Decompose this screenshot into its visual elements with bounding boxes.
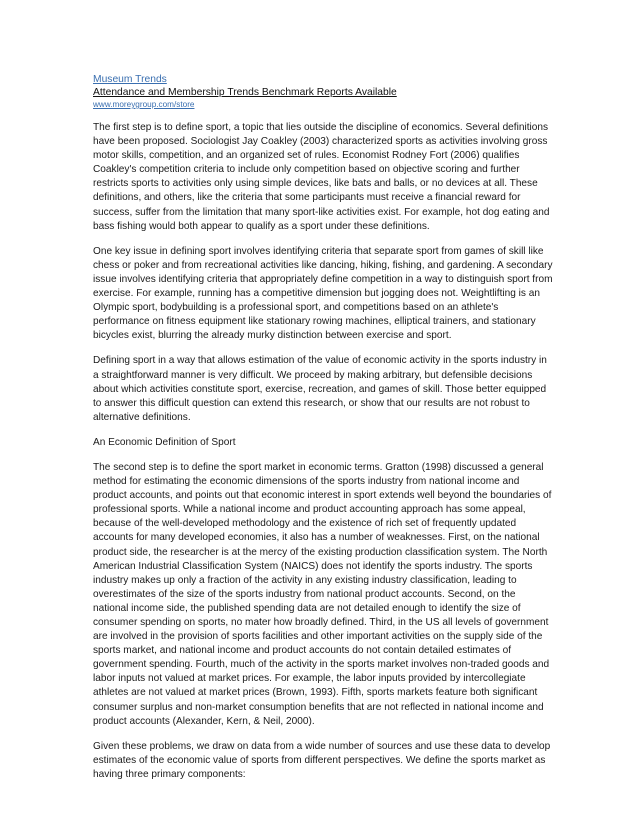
paragraph-5: Given these problems, we draw on data from a wide number of sources and use these data to develop estimates of the economic value of sports from different perspectives. We define the sports market as having three primary components:: [93, 740, 551, 780]
header-subtitle-link[interactable]: Attendance and Membership Trends Benchmark Reports Available: [93, 87, 397, 98]
document-page: [93, 73, 553, 793]
museum-trends-link[interactable]: Museum Trends: [93, 74, 167, 85]
document-header: [93, 73, 553, 110]
store-url-link[interactable]: www.moreygroup.com/store: [93, 100, 195, 109]
paragraph-2: One key issue in defining sport involves identifying criteria that separate sport from games of skill like chess or poker and from recreational activities like dancing, hiking, fishing, and gardening. A secondary issue involves identifying criteria that appropriately define competition in a way to distinguish sport from exercise. For example, running has a competitive dimension but jogging does not. Weightlifting is an Olympic sport, bodybuilding is a professional sport, and competitions based on an athlete's performance on fitness equipment like stationary rowing machines, elliptical trainers, and stationary bicycles exist, blurring the already murky distinction between exercise and sport.: [93, 245, 553, 342]
paragraph-3: Defining sport in a way that allows estimation of the value of economic activity in the sports industry in a straightforward manner is very difficult. We proceed by making arbitrary, but defensible decisions about which activities constitute sport, exercise, recreation, and games of skill. Those better equipped to answer this difficult question can extend this research, or show that our results are not robust to alternative definitions.: [93, 355, 547, 423]
section-heading: An Economic Definition of Sport: [93, 436, 236, 448]
paragraph-1: The first step is to define sport, a topic that lies outside the discipline of economics. Several definitions have been proposed. Sociologist Jay Coakley (2003) characterized sports as activities involving gross motor skills, competition, and an organized set of rules. Economist Rodney Fort (2006) qualifies Coakley's competition criteria to include only competition based on objective scoring and further restricts sports to activities only using simple devices, like bats and balls, or no devices at all. These definitions, and others, like the criteria that some participants must receive a financial reward for success, suffer from the limitation that many sport-like activities exist. For example, hot dog eating and bass fishing would both appear to qualify as a sport under these definitions.: [93, 122, 550, 232]
paragraph-4: The second step is to define the sport market in economic terms. Gratton (1998) discussed a general method for estimating the economic dimensions of the sports industry from national income and product accounts, and points out that economic interest in sport extends well beyond the boundaries of professional sports. While a national income and product accounting approach has some appeal, because of the well-developed methodology and the existence of rich set of frequently updated accounts for many developed economies, it also has a number of weaknesses. First, on the national product side, the researcher is at the mercy of the existing production classification system. The North American Industrial Classification System (NAICS) does not identify the sports industry. The sports industry makes up only a fraction of the activity in any existing industry classification, leading to overestimates of the size of the sports industry from national product accounts. Second, on the national income side, the published spending data are not detailed enough to identify the size of consumer spending on sports, no mater how broadly defined. Third, in the US all levels of government are involved in the provision of sports facilities and other important activities on the supply side of the sports market, and national income and product accounts do not contain detailed estimates of government spending. Fourth, much of the activity in the sports market involves non-traded goods and labor inputs not valued at market prices. For example, the labor inputs provided by intercollegiate athletes are not valued at market prices (Brown, 1993). Fifth, sports markets feature both significant consumer surplus and non-market consumption benefits that are not reflected in national income and product accounts (Alexander, Kern, & Neil, 2000).: [93, 461, 552, 727]
